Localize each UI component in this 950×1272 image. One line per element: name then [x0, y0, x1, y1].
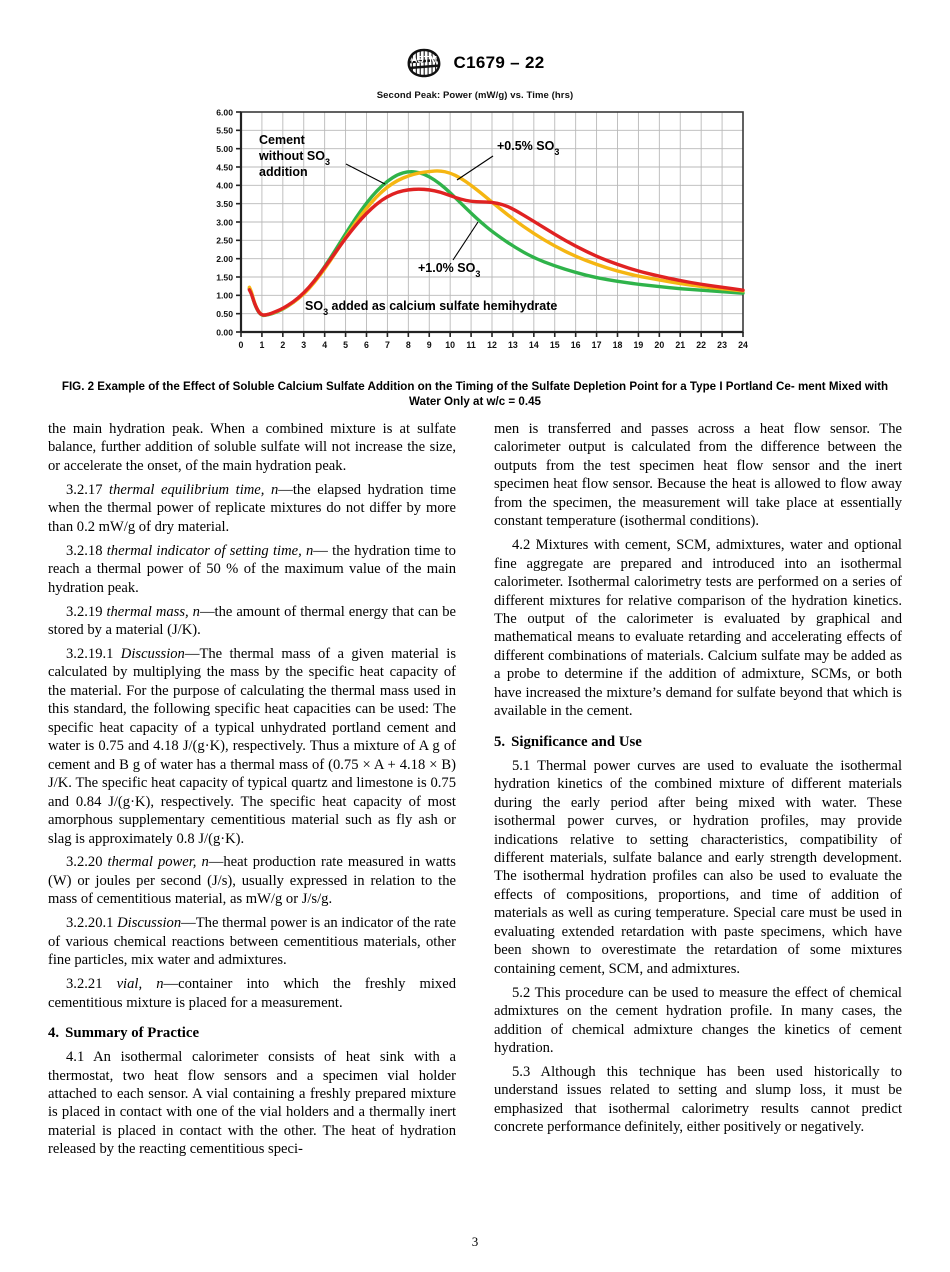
svg-text:3.50: 3.50	[216, 199, 233, 210]
term-italic: Discussion	[120, 645, 185, 662]
svg-text:0.00: 0.00	[216, 327, 233, 338]
section-title: Significance and Use	[511, 733, 642, 750]
text-run: —the amount of thermal energy that can be stored by a material (J/K).	[48, 603, 456, 639]
para-3-2-20-1	[48, 914, 456, 969]
text-run: 3.2.21	[66, 976, 117, 993]
svg-text:2.00: 2.00	[216, 254, 233, 265]
para-5-3	[494, 1063, 902, 1137]
svg-text:1: 1	[259, 340, 265, 350]
section-title: Summary of Practice	[65, 1025, 200, 1042]
para-continuation-right	[494, 420, 902, 531]
svg-text:8: 8	[405, 340, 411, 350]
para-3-2-17	[48, 481, 456, 536]
document-id: C1679 – 22	[453, 53, 545, 72]
figure-caption-line2: ment Mixed with Water Only at w/c = 0.45	[409, 380, 889, 409]
text-run: 4.1 An isothermal calorimeter consists of heat sink with a thermostat, two heat flow sensors and a specimen vial holder attached to each sensor. A vial containing a freshly prepared mixture is placed in contact with one of the vial holders and a thermally inert material is placed in contact with the other. The heat of hydration released by the reacting cementitious speci-	[48, 1049, 456, 1158]
text-run: —container into which the freshly mixed cementitious mixture is placed for a measurement.	[48, 976, 457, 1011]
annotation-cement-line3: addition	[259, 165, 308, 179]
section-number: 5.	[494, 733, 506, 750]
svg-text:9: 9	[426, 340, 432, 350]
svg-text:13: 13	[508, 340, 518, 350]
svg-text:20: 20	[654, 340, 665, 350]
text-run: 3.2.18	[66, 542, 107, 559]
svg-text:ASTM: ASTM	[410, 54, 437, 65]
svg-text:4: 4	[322, 340, 328, 350]
para-3-2-19-1	[48, 645, 456, 848]
svg-text:21: 21	[675, 340, 686, 350]
term-italic: thermal equilibrium time, n	[109, 481, 279, 498]
svg-text:24: 24	[738, 340, 748, 350]
text-run: 3.2.17	[66, 481, 110, 498]
svg-text:11: 11	[466, 340, 476, 350]
page-number: 3	[471, 1234, 479, 1249]
text-run: — the hydration time to reach a thermal power of 50 % of the maximum value of the main hydration peak.	[48, 542, 456, 596]
chart-container	[195, 90, 755, 369]
term-italic: vial, n	[116, 976, 164, 993]
svg-text:7: 7	[384, 340, 390, 350]
svg-text:22: 22	[696, 340, 707, 350]
annotation-cement-line1: Cement	[259, 133, 305, 147]
annotation-cement-line2: without $SO_3$	[259, 149, 330, 167]
svg-text:23: 23	[717, 340, 727, 350]
svg-text:5.00: 5.00	[216, 144, 233, 155]
svg-text:3.00: 3.00	[216, 217, 233, 228]
svg-text:5: 5	[343, 340, 349, 350]
svg-text:10: 10	[445, 340, 456, 350]
svg-text:4.50: 4.50	[216, 162, 233, 173]
chart-title: Second Peak: Power (mW/g) vs. Time (hrs)	[376, 90, 574, 101]
right-column	[494, 420, 902, 1220]
text-run: men is transferred and passes across a heat flow sensor. The calorimeter output is calculated from the difference between the outputs from the test specimen heat flow sensor and the inert specimen heat flow sensor. Because the heat is allowed to flow away from the specimen, the measurement will take place at essentially constant temperature (isothermal conditions).	[494, 421, 902, 530]
left-column	[48, 420, 456, 1220]
svg-text:15: 15	[549, 340, 560, 350]
heading-significance-and-use	[494, 734, 902, 751]
para-4-1	[48, 1048, 456, 1159]
svg-text:2: 2	[280, 340, 286, 350]
text-run: —The thermal mass of a given material is calculated by multiplying the mass by the specific heat capacity of the material. For the purpose of calculating the thermal mass used in this standard, the following specific heat capacities can be used: The specific heat capacity of a typical unhydrated portland cement and water is 0.75 and 4.18 J/(g·K), respectively. Thus a mixture of A g of cement and B g of water has a thermal mass of (0.75 × A + 4.18 × B) J/K. The specific heat capacity of typical quartz and limestone is 0.75 and 0.84 J/(g·K), respectively. The specific heat capacity of most amorphous supplementary cementitious material such as fly ash or slag is approximately 0.8 J/(g·K).	[48, 645, 457, 847]
section-number: 4.	[48, 1025, 60, 1042]
para-3-2-19	[48, 603, 456, 640]
power-vs-time-chart	[195, 104, 755, 369]
text-run: 3.2.20.1	[66, 915, 118, 932]
text-run: 5.3 Although this technique has been used historically to understand issues related to setting and slump loss, it must be emphasized that isothermal calorimetry results cannot predict concrete performance definitely, either positively or negatively.	[494, 1064, 902, 1136]
svg-text:1.00: 1.00	[216, 290, 233, 301]
text-run: the main hydration peak. When a combined mixture is at sulfate balance, further addition of soluble sulfate will not increase the size, or accelerate the onset, of the main hydration peak.	[48, 421, 456, 474]
svg-text:12: 12	[487, 340, 497, 350]
para-5-2	[494, 984, 902, 1058]
text-run: —heat production rate measured in watts (W) or joules per second (J/s), usually expressed in relation to the mass of cementitious material, as mW/g or J/s/g.	[48, 854, 456, 908]
figure-caption	[50, 379, 900, 410]
text-run: 3.2.20	[66, 854, 108, 871]
para-4-2	[494, 536, 902, 721]
para-continuation	[48, 420, 456, 475]
svg-text:14: 14	[528, 340, 539, 350]
text-run: 3.2.19	[66, 603, 107, 620]
figure-caption-line1: FIG. 2 Example of the Effect of Soluble Calcium Sulfate Addition on the Timing of the Sulfate Depletion Point for a Type I Portland Ce-	[61, 380, 795, 393]
figure-2	[0, 90, 950, 410]
text-run: 4.2 Mixtures with cement, SCM, admixtures, water and optional fine aggregate are prepared and introduced into an isothermal calorimeter. Isothermal calorimetry tests are performed on a series of different mixtures for relative comparison of the hydration kinetics. The output of the calorimeter is evaluated by graphical and mathematical means to evaluate retarding and accelerating effects of different combinations of materials. Calcium sulfate may be added as a probe to determine if the addition of admixture, SCMs, or both have increased the mixture’s demand for sulfate beyond that which is available in the cement.	[494, 537, 902, 720]
text-run: 5.1 Thermal power curves are used to evaluate the isothermal hydration kinetics of the combined mixture of different materials during the early period after being mixed with water. These isothermal power curves, or hydration profiles, may provide indications relative to setting characteristics, compatibility of different materials, sulfate balance and early strength development. The isothermal hydration profiles can also be used to evaluate the effects of compositions, proportions, and time of addition of materials as well as curing temperature. Special care must be used in evaluating extended retardation with paste specimens, which have been shown to overestimate the retardation of some mixtures containing cement, SCM, and admixtures.	[494, 757, 902, 977]
text-run: —the elapsed hydration time when the thermal power of replicate mixtures do not differ by more than 0.2 mW/g of dry material.	[48, 481, 456, 535]
body-columns	[48, 420, 902, 1220]
term-italic: thermal indicator of setting time, n	[106, 542, 314, 559]
para-3-2-18	[48, 542, 456, 597]
term-italic: thermal power, n	[107, 854, 209, 871]
svg-text:19: 19	[633, 340, 644, 350]
svg-text:6.00: 6.00	[216, 107, 233, 118]
svg-text:16: 16	[570, 340, 581, 350]
text-run: 3.2.19.1	[66, 645, 121, 662]
term-italic: Discussion	[117, 915, 182, 932]
page-header	[0, 48, 950, 78]
svg-text:18: 18	[612, 340, 623, 350]
svg-text:2.50: 2.50	[216, 235, 233, 246]
svg-text:6: 6	[364, 340, 369, 350]
para-5-1	[494, 757, 902, 978]
annotation-hemihydrate-note: $SO_3$ added as calcium sulfate hemihydrate	[305, 299, 558, 317]
annotation-plus-10-so3: +1.0% $SO_3$	[418, 261, 481, 279]
svg-text:4.00: 4.00	[216, 180, 233, 191]
annotation-plus-05-so3: +0.5% $SO_3$	[497, 139, 560, 157]
term-italic: thermal mass, n	[106, 603, 200, 620]
para-3-2-20	[48, 853, 456, 908]
svg-text:3: 3	[301, 340, 307, 350]
astm-logo-icon	[406, 48, 442, 78]
svg-text:5.50: 5.50	[216, 125, 233, 136]
svg-text:1.50: 1.50	[216, 272, 233, 283]
para-3-2-21	[48, 975, 456, 1012]
svg-text:17: 17	[591, 340, 602, 350]
svg-text:0: 0	[238, 340, 244, 350]
svg-text:0.50: 0.50	[216, 309, 233, 320]
text-run: —The thermal power is an indicator of the rate of various chemical reactions between cementitious materials, other fine particles, mix water and admixtures.	[48, 915, 456, 969]
text-run: 5.2 This procedure can be used to measure the effect of chemical admixtures on the cement hydration profile. In many cases, the addition of chemical admixture changes the kinetics of cement hydration.	[494, 984, 902, 1057]
heading-summary-of-practice	[48, 1025, 456, 1042]
